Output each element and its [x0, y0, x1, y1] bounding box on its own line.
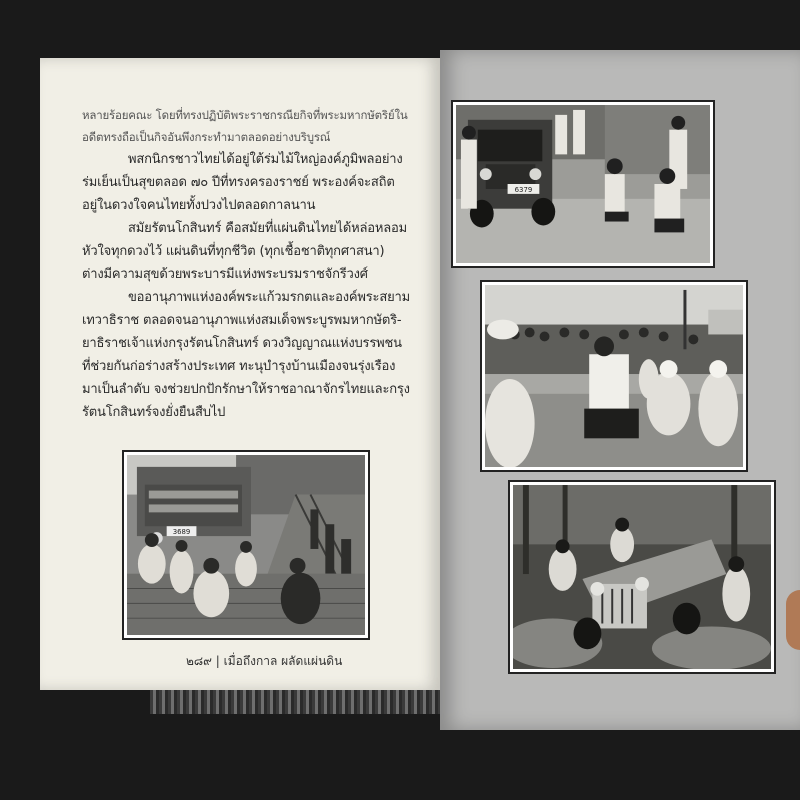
- text-line: เทวาธิราช ตลอดจนอานุภาพแห่งสมเด็จพระบูรพมหากษัตริ-: [82, 313, 402, 328]
- page-footer: ๒๘๙ | เมื่อถึงกาล ผลัดแผ่นดิน: [186, 654, 343, 668]
- left-page-text: [82, 104, 427, 424]
- text-line: มาเป็นลำดับ จงช่วยปกปักรักษาให้ราชอาณาจักรไทยและกรุง: [82, 382, 410, 397]
- text-line: ขออานุภาพแห่งองค์พระแก้วมรกตและองค์พระสยาม: [128, 290, 410, 305]
- text-line: หัวใจทุกดวงไว้ แผ่นดินที่ทุกชีวิต (ทุกเชื้อชาติทุกศาสนา): [82, 244, 385, 259]
- crowd-gathering-illustration: [485, 285, 743, 467]
- truck-bridge-illustration: [127, 455, 365, 635]
- photo-jeep-roadside: [451, 100, 715, 268]
- jeep-plate: 6379: [514, 185, 533, 194]
- text-line: ต่างมีความสุขด้วยพระบารมีแห่งพระบรมราชจักรีวงศ์: [82, 267, 368, 282]
- photo-truck-bridge: [122, 450, 370, 640]
- text-line: ที่ช่วยกันก่อร่างสร้างประเทศ ทะนุบำรุงบ้านเมืองจนรุ่งเรือง: [82, 359, 396, 374]
- text-line: อดีตทรงถือเป็นกิจอันพึงกระทำมาตลอดอย่างบริบูรณ์: [82, 130, 331, 144]
- photo-jeep-in-mud: [508, 480, 776, 674]
- jeep-in-mud-illustration: [513, 485, 771, 669]
- text-line: สมัยรัตนโกสินทร์ คือสมัยที่แผ่นดินไทยได้หล่อหลอม: [128, 221, 407, 236]
- text-line: รัตนโกสินทร์จงยั่งยืนสืบไป: [82, 405, 226, 420]
- text-line: พสกนิกรชาวไทยได้อยู่ใต้ร่มไม้ใหญ่องค์ภูมิพลอย่าง: [128, 152, 403, 167]
- jeep-roadside-illustration: [456, 105, 710, 263]
- text-line: หลายร้อยคณะ โดยที่ทรงปฏิบัติพระราชกรณียกิจที่พระมหากษัตริย์ใน: [82, 108, 408, 122]
- photo-crowd-gathering: [480, 280, 748, 472]
- truck-plate: 3689: [172, 528, 191, 537]
- text-line: ร่มเย็นเป็นสุขตลอด ๗๐ ปีที่ทรงครองราชย์ พระองค์จะสถิต: [82, 175, 395, 190]
- thumb: [786, 590, 800, 650]
- text-line: ยาธิราชเจ้าแห่งกรุงรัตนโกสินทร์ ดวงวิญญาณแห่งบรรพชน: [82, 336, 402, 351]
- text-line: อยู่ในดวงใจคนไทยทั้งปวงไปตลอดกาลนาน: [82, 198, 316, 213]
- book-cover-edge: [150, 690, 440, 714]
